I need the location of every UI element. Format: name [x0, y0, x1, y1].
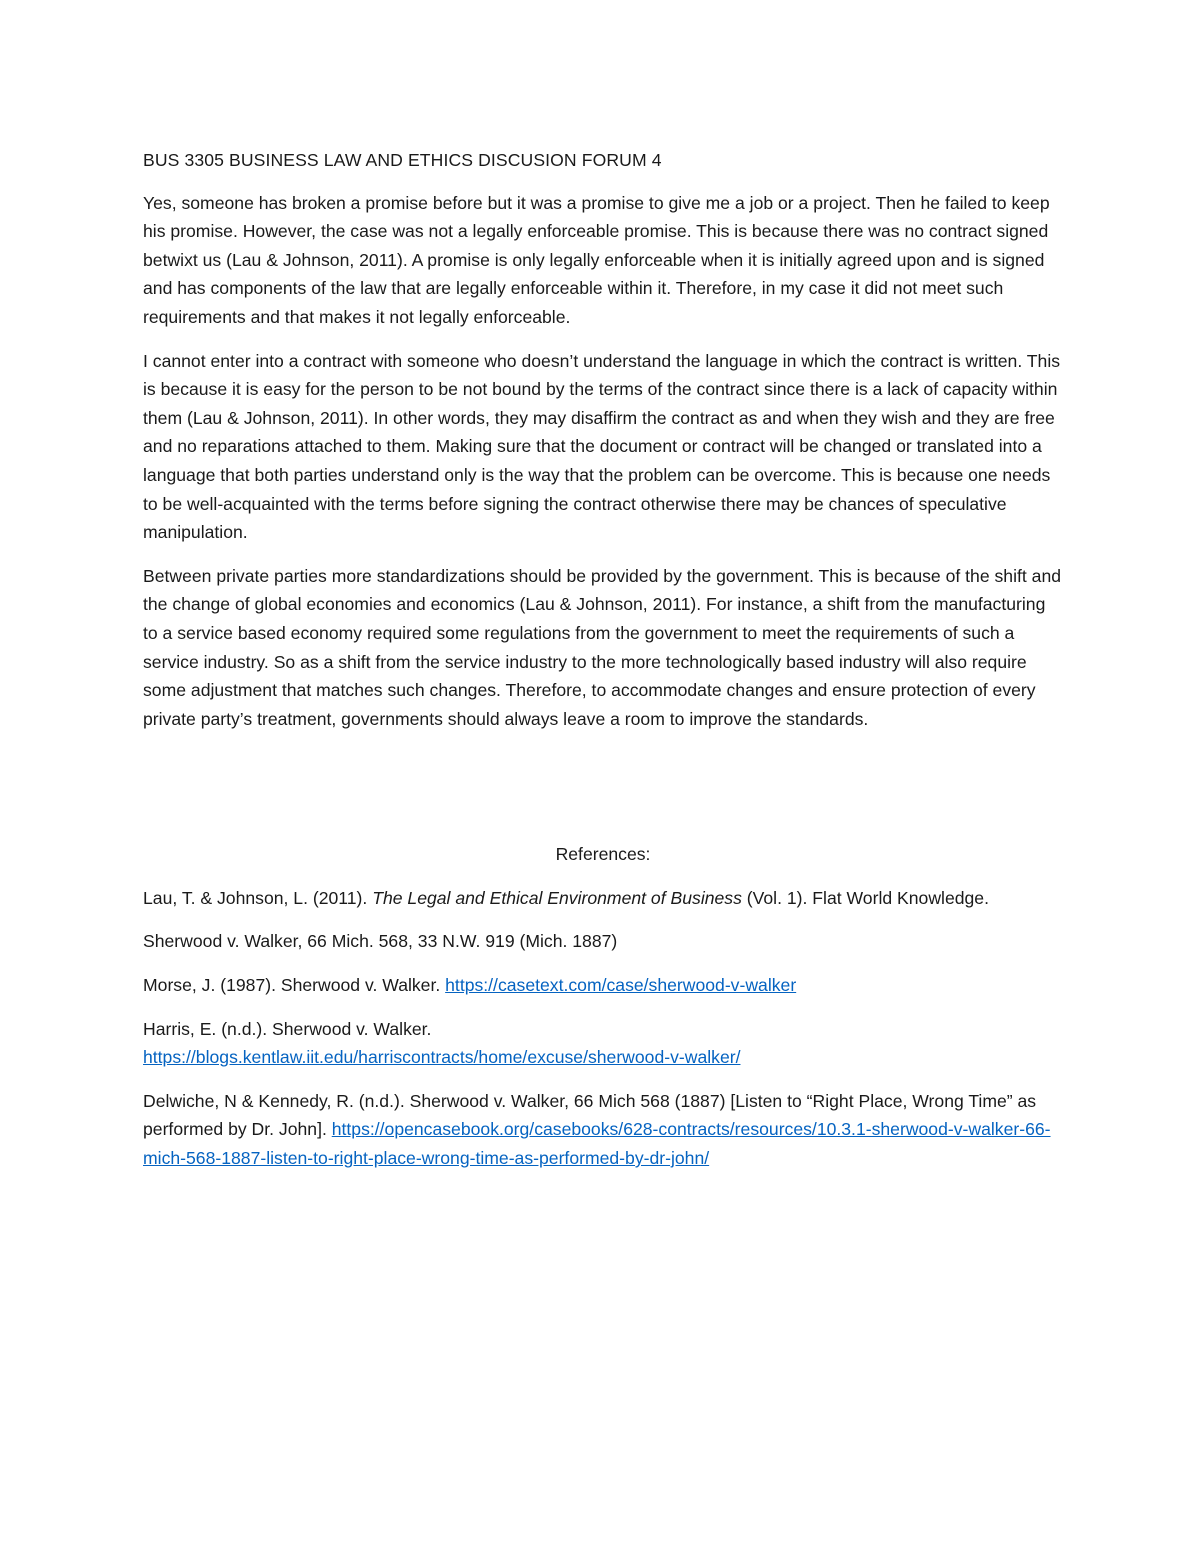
reference-delwiche-link[interactable]: https://opencasebook.org/casebooks/628-contracts/resources/10.3.1-sherwood-v-walker-66-mich-568-1887-listen-to-right-place-wrong-time-as-performed-by-dr-john/ [143, 1119, 1051, 1169]
reference-lau-publisher: (Vol. 1). Flat World Knowledge. [741, 887, 989, 908]
document-title: BUS 3305 BUSINESS LAW AND ETHICS DISCUSION FORUM 4 [143, 150, 662, 170]
reference-lau [143, 884, 1063, 913]
document-body [143, 146, 1063, 1188]
reference-harris-text: Harris, E. (n.d.). Sherwood v. Walker. [143, 1018, 432, 1039]
section-spacer [143, 748, 1063, 840]
reference-harris-link[interactable]: https://blogs.kentlaw.iit.edu/harriscontracts/home/excuse/sherwood-v-walker/ [143, 1047, 741, 1068]
reference-lau-authors: Lau, T. & Johnson, L. (2011). [143, 887, 373, 908]
reference-harris [143, 1015, 1063, 1072]
reference-lau-book-title: The Legal and Ethical Environment of Business [372, 887, 742, 908]
reference-morse-link[interactable]: https://casetext.com/case/sherwood-v-walker [445, 975, 797, 996]
reference-morse [143, 971, 1063, 1000]
references-heading: References: [555, 844, 651, 865]
paragraph-standardization: Between private parties more standardizations should be provided by the government. This is because of the shift and the change of global economies and economics (Lau & Johnson, 2011). For instance, a shift from the manufacturing to a service based economy required some regulations from the government to meet the requirements of such a service industry. So as a shift from the service industry to the more technologically based industry will also require some adjustment that matches such changes. Therefore, to accommodate changes and ensure protection of every private party’s treatment, governments should always leave a room to improve the standards. [143, 565, 1062, 729]
reference-delwiche-text: Delwiche, N & Kennedy, R. (n.d.). Sherwood v. Walker, 66 Mich 568 (1887) [Listen to “Right Place, Wrong Time” as performed by Dr. John]. [143, 1090, 1037, 1140]
reference-sherwood-case: Sherwood v. Walker, 66 Mich. 568, 33 N.W. 919 (Mich. 1887) [143, 931, 618, 952]
reference-morse-text: Morse, J. (1987). Sherwood v. Walker. [143, 975, 446, 996]
paragraph-promise: Yes, someone has broken a promise before but it was a promise to give me a job or a project. Then he failed to keep his promise. However, the case was not a legally enforceable promise. This is because there was no contract signed betwixt us (Lau & Johnson, 2011). A promise is only legally enforceable when it is initially agreed upon and is signed and has components of the law that are legally enforceable within it. Therefore, in my case it did not meet such requirements and that makes it not legally enforceable. [143, 192, 1050, 327]
paragraph-language: I cannot enter into a contract with someone who doesn’t understand the language in which the contract is written. This is because it is easy for the person to be not bound by the terms of the contract since there is a lack of capacity within them (Lau & Johnson, 2011). In other words, they may disaffirm the contract as and when they wish and they are free and no reparations attached to them. Making sure that the document or contract will be changed or translated into a language that both parties understand only is the way that the problem can be overcome. This is because one needs to be well-acquainted with the terms before signing the contract otherwise there may be chances of speculative manipulation. [143, 350, 1061, 543]
reference-delwiche [143, 1087, 1063, 1173]
